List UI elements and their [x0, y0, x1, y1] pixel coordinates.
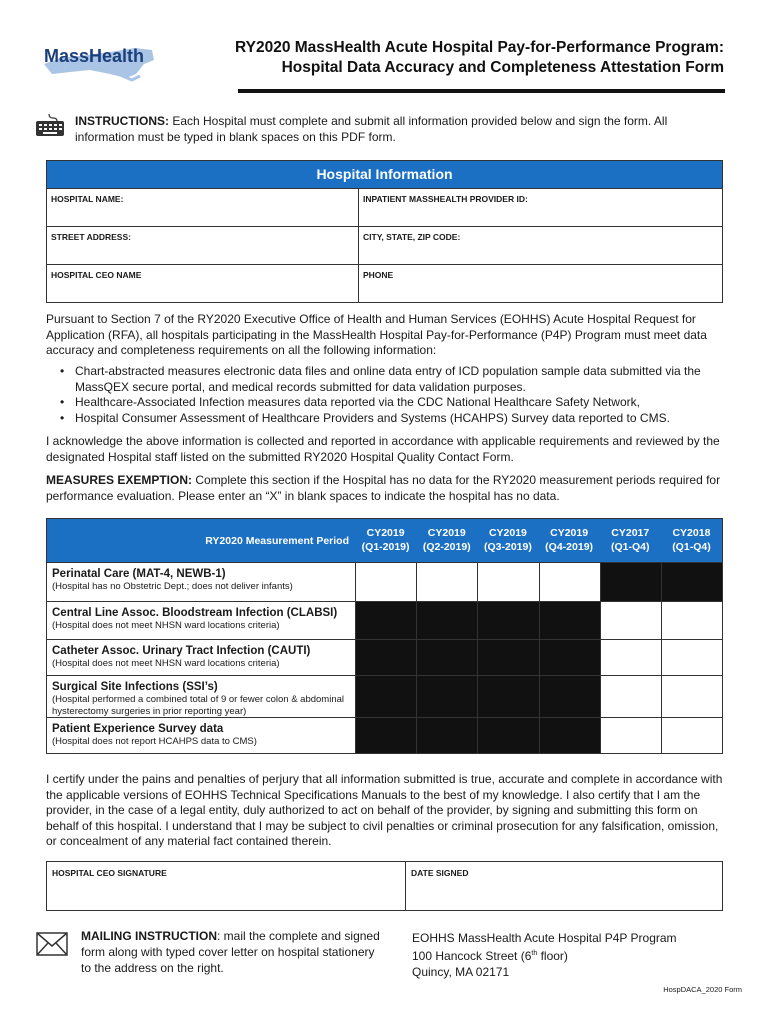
hospital-row: [47, 188, 722, 226]
measures-exemption-table: [46, 518, 723, 754]
exemption-entry-cell[interactable]: [539, 563, 600, 601]
exemption-text: Complete this section if the Hospital has no data for the RY2020 measurement periods required for performance evaluation. Please enter an “X” in blank spaces to indicate the hospital has no data.: [46, 473, 721, 503]
exemption-paragraph: [46, 473, 726, 504]
not-applicable-cell: [477, 718, 538, 753]
hospital-information-heading: Hospital Information: [47, 161, 722, 188]
column-header: CY2018 (Q1-Q4): [672, 527, 711, 553]
not-applicable-cell: [477, 640, 538, 675]
exemption-entry-cell[interactable]: [600, 718, 661, 753]
exemption-entry-cell[interactable]: [600, 676, 661, 717]
list-item: • Hospital Consumer Assessment of Healthcare Providers and Systems (HCAHPS) Survey data reported to CMS.: [60, 411, 726, 427]
measure-label: [47, 563, 355, 601]
not-applicable-cell: [355, 676, 416, 717]
ceo-name-field[interactable]: HOSPITAL CEO NAME: [51, 270, 142, 280]
measure-subtitle: (Hospital does not report HCAHPS data to CMS): [52, 736, 257, 747]
svg-text:MassHealth: MassHealth: [44, 46, 145, 66]
exemption-entry-cell[interactable]: [600, 640, 661, 675]
exemption-entry-cell[interactable]: [416, 563, 477, 601]
column-header: CY2019 (Q2-2019): [422, 527, 471, 553]
table-row: [47, 639, 722, 675]
not-applicable-cell: [661, 563, 722, 601]
measure-title: Surgical Site Infections (SSI’s): [52, 681, 218, 693]
not-applicable-cell: [539, 676, 600, 717]
exemption-entry-cell[interactable]: [661, 718, 722, 753]
title-rule: [238, 89, 725, 93]
table-row: [47, 601, 722, 639]
street-address-field[interactable]: STREET ADDRESS:: [51, 232, 131, 242]
envelope-icon: [36, 932, 68, 956]
not-applicable-cell: [539, 718, 600, 753]
exemption-label: MEASURES EXEMPTION:: [46, 473, 193, 487]
title-line-2: Hospital Data Accuracy and Completeness Attestation Form: [281, 59, 724, 76]
measure-subtitle: (Hospital does not meet NHSN ward locations criteria): [52, 620, 280, 631]
provider-id-field[interactable]: INPATIENT MASSHEALTH PROVIDER ID:: [358, 189, 722, 226]
column-header: CY2019 (Q4-2019): [545, 527, 594, 553]
table-row: [47, 563, 722, 601]
hospital-name-field[interactable]: HOSPITAL NAME:: [51, 194, 124, 204]
address-line-1: EOHHS MassHealth Acute Hospital P4P Program: [412, 931, 677, 945]
measure-label: [47, 640, 355, 675]
keyboard-icon: [35, 112, 65, 138]
hospital-information-table: [46, 160, 723, 303]
exemption-entry-cell[interactable]: [661, 676, 722, 717]
date-signed-field[interactable]: DATE SIGNED: [405, 862, 722, 910]
ceo-signature-field[interactable]: HOSPITAL CEO SIGNATURE: [52, 868, 167, 878]
masshealth-logo: [40, 34, 158, 84]
measure-subtitle: (Hospital performed a combined total of 9 or fewer colon & abdominal hysterectomy surgeries in prior reporting year): [52, 694, 345, 717]
not-applicable-cell: [477, 602, 538, 639]
page-header: [0, 0, 770, 100]
measure-title: Central Line Assoc. Bloodstream Infection (CLABSI): [52, 607, 338, 619]
hospital-row: [47, 264, 722, 302]
table-row: [47, 675, 722, 717]
exemption-entry-cell[interactable]: [600, 602, 661, 639]
exemption-entry-cell[interactable]: [661, 602, 722, 639]
not-applicable-cell: [416, 602, 477, 639]
mailing-address: [412, 930, 712, 980]
title-line-1: RY2020 MassHealth Acute Hospital Pay-for-Performance Program:: [235, 39, 724, 56]
not-applicable-cell: [539, 640, 600, 675]
signature-table: [46, 861, 723, 911]
list-item: • Healthcare-Associated Infection measures data reported via the CDC National Healthcare Safety Network,: [60, 395, 726, 411]
measure-label: [47, 676, 355, 717]
not-applicable-cell: [355, 718, 416, 753]
not-applicable-cell: [600, 563, 661, 601]
not-applicable-cell: [539, 602, 600, 639]
measure-title: Catheter Assoc. Urinary Tract Infection (CAUTI): [52, 645, 311, 657]
not-applicable-cell: [355, 640, 416, 675]
acknowledge-paragraph: I acknowledge the above information is collected and reported in accordance with applicable requirements and reviewed by the designated Hospital staff listed on the submitted RY2020 Hospital Quality Contact Form.: [46, 434, 720, 464]
measure-subtitle: (Hospital has no Obstetric Dept.; does not deliver infants): [52, 581, 293, 592]
mailing-text: MAILING INSTRUCTION: mail the complete and signed form along with typed cover letter on hospital stationery to the address on the right.: [81, 929, 380, 975]
requirements-list: [60, 364, 726, 426]
hospital-row: [47, 226, 722, 264]
measure-label: [47, 718, 355, 753]
address-line-3: Quincy, MA 02171: [412, 965, 510, 979]
not-applicable-cell: [355, 602, 416, 639]
measure-title: Patient Experience Survey data: [52, 723, 224, 735]
phone-field[interactable]: PHONE: [358, 265, 722, 302]
not-applicable-cell: [416, 676, 477, 717]
exemption-entry-cell[interactable]: [477, 563, 538, 601]
not-applicable-cell: [416, 718, 477, 753]
measure-subtitle: (Hospital does not meet NHSN ward locations criteria): [52, 658, 280, 669]
exemption-entry-cell[interactable]: [661, 640, 722, 675]
column-header: CY2017 (Q1-Q4): [611, 527, 650, 553]
table-row: [47, 717, 722, 753]
not-applicable-cell: [416, 640, 477, 675]
certification-paragraph: I certify under the pains and penalties of perjury that all information submitted is true, accurate and complete in accordance with the applicable versions of EOHHS Technical Specifications Manuals to the best of my knowledge. I also certify that I am the provider, in the case of a legal entity, duly authorized to act on behalf of the provider, by signing and submitting this form on behalf of this hospital. I understand that I may be subject to civil penalties or criminal prosecution for any falsification, omission, or concealment of any material fact contained therein.: [46, 772, 723, 848]
address-line-2: 100 Hancock Street (6th floor): [412, 949, 568, 963]
column-header: CY2019 (Q1-2019): [361, 527, 410, 553]
city-state-zip-field[interactable]: CITY, STATE, ZIP CODE:: [358, 227, 722, 264]
instructions-text: INSTRUCTIONS: Each Hospital must complete and submit all information provided below and sign the form. All information must be typed in blank spaces on this PDF form.: [75, 114, 668, 144]
pursuant-paragraph: Pursuant to Section 7 of the RY2020 Executive Office of Health and Human Services (EOHHS) Acute Hospital Request for Application (RFA), all hospitals participating in the MassHealth Hospital Pay-for-Performance (P4P) Program must meet data accuracy and completeness requirements on all the following information:: [46, 312, 707, 357]
column-header: CY2019 (Q3-2019): [484, 527, 532, 553]
measurement-period-label: RY2020 Measurement Period: [205, 535, 349, 547]
measures-header-row: [47, 519, 722, 563]
exemption-entry-cell[interactable]: [355, 563, 416, 601]
list-item: • Chart-abstracted measures electronic data files and online data entry of ICD population sample data submitted via the MassQEX secure portal, and medical records submitted for data validation purposes.: [60, 364, 726, 395]
measures-rows: [47, 563, 722, 753]
form-id: HospDACA_2020 Form: [663, 985, 742, 994]
page-title: [204, 38, 724, 78]
not-applicable-cell: [477, 676, 538, 717]
measure-label: [47, 602, 355, 639]
measure-title: Perinatal Care (MAT-4, NEWB-1): [52, 568, 226, 580]
